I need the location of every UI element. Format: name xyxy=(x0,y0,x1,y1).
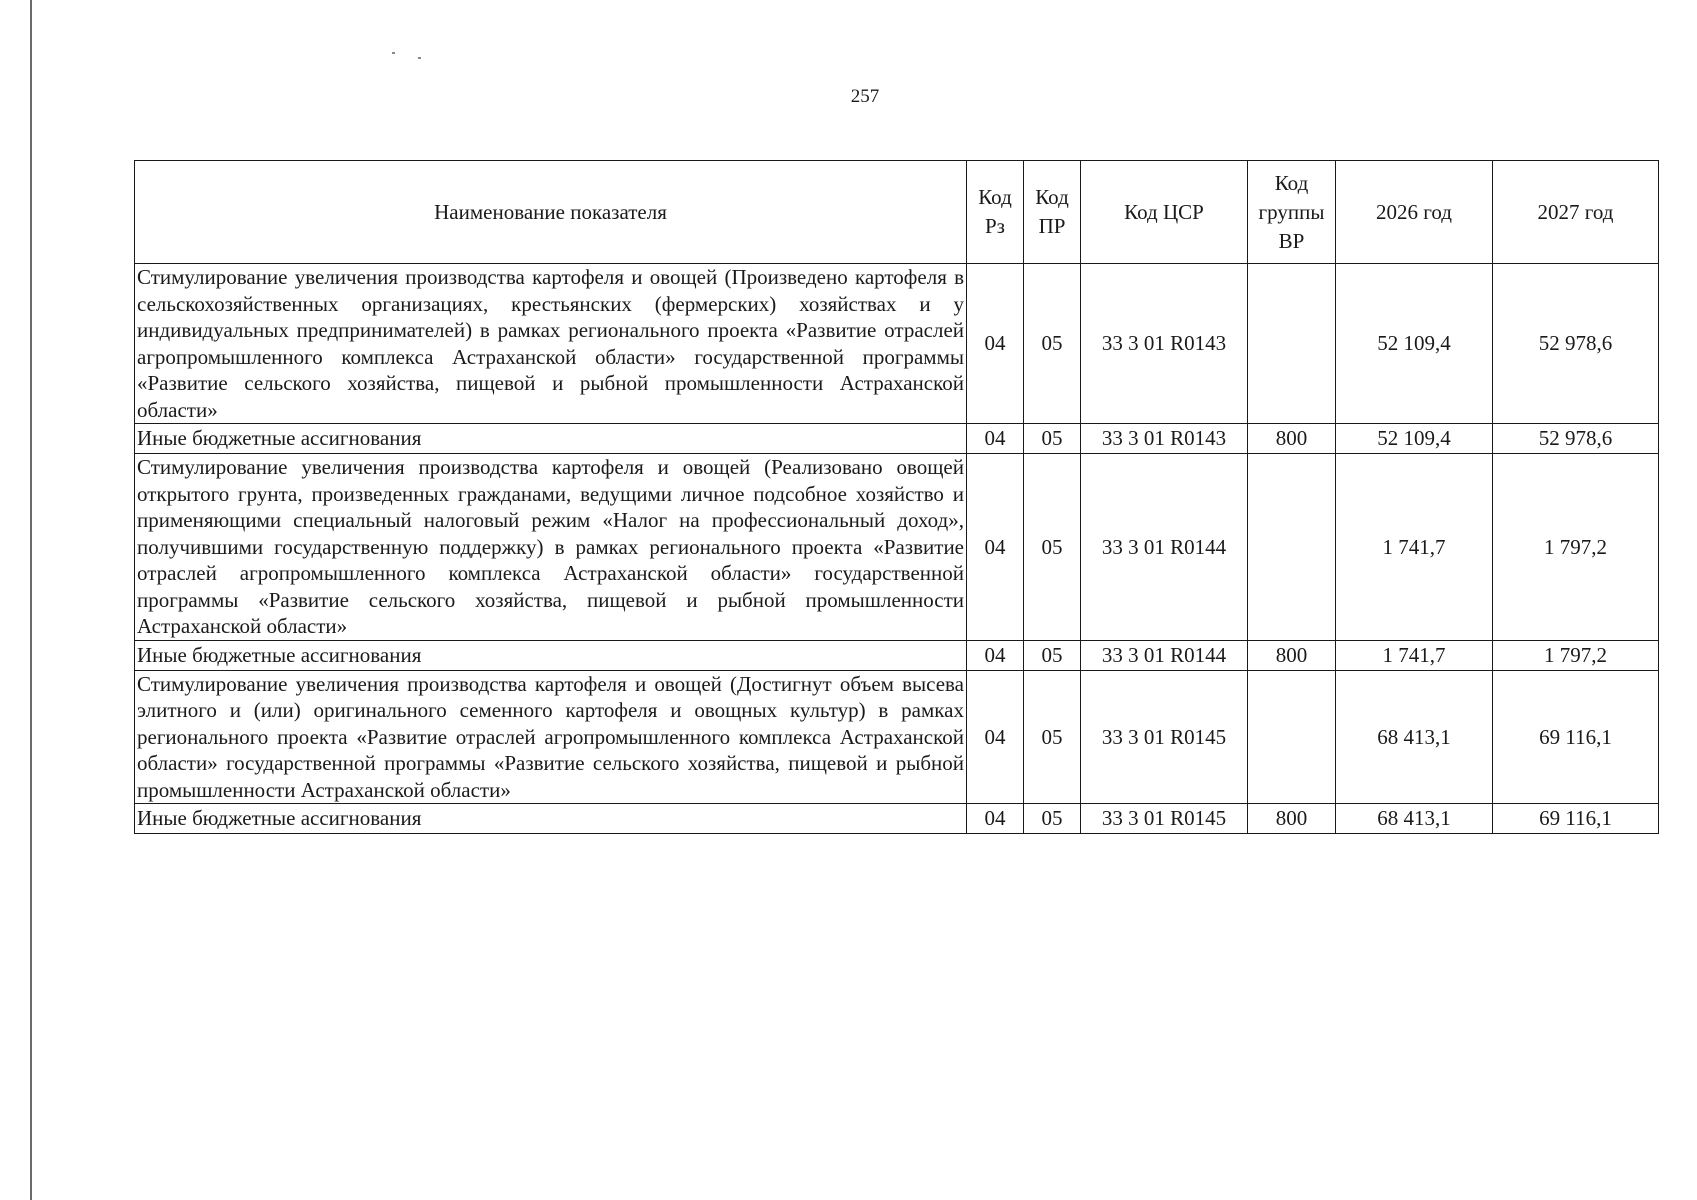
row-2027: 52 978,6 xyxy=(1493,264,1659,424)
row-pr: 05 xyxy=(1024,640,1081,670)
row-2027: 1 797,2 xyxy=(1493,454,1659,641)
scan-speck xyxy=(418,57,421,59)
row-rz: 04 xyxy=(967,804,1024,834)
row-2026: 1 741,7 xyxy=(1336,454,1493,641)
header-2026: 2026 год xyxy=(1336,161,1493,264)
row-name: Стимулирование увеличения производства картофеля и овощей (Достигнут объем высева элитного и (или) оригинального семенного картофеля и овощных культур) в рамках регионального проекта «Развитие отраслей агропромышленного комплекса Астраханской области» государственной программы «Развитие сельского хозяйства, пищевой и рыбной промышленности Астраханской области» xyxy=(135,670,967,804)
row-pr: 05 xyxy=(1024,424,1081,454)
row-vr: 800 xyxy=(1248,640,1336,670)
row-2027: 52 978,6 xyxy=(1493,424,1659,454)
row-vr xyxy=(1248,454,1336,641)
row-pr: 05 xyxy=(1024,264,1081,424)
row-pr: 05 xyxy=(1024,670,1081,804)
row-pr: 05 xyxy=(1024,454,1081,641)
header-2027: 2027 год xyxy=(1493,161,1659,264)
row-name: Иные бюджетные ассигнования xyxy=(135,804,967,834)
page-number: 257 xyxy=(850,86,880,107)
table-row xyxy=(135,804,1659,834)
row-pr: 05 xyxy=(1024,804,1081,834)
row-csr: 33 3 01 R0143 xyxy=(1081,424,1248,454)
row-csr: 33 3 01 R0145 xyxy=(1081,804,1248,834)
table-row xyxy=(135,670,1659,804)
row-name: Стимулирование увеличения производства картофеля и овощей (Реализовано овощей открытого грунта, произведенных гражданами, ведущими личное подсобное хозяйство и применяющими специальный налоговый режим «Налог на профессиональный доход», получившими государственную поддержку) в рамках регионального проекта «Развитие отраслей агропромышленного комплекса Астраханской области» государственной программы «Развитие сельского хозяйства, пищевой и рыбной промышленности Астраханской области» xyxy=(135,454,967,641)
row-2026: 52 109,4 xyxy=(1336,264,1493,424)
scan-speck xyxy=(392,52,395,54)
row-csr: 33 3 01 R0144 xyxy=(1081,640,1248,670)
table-row xyxy=(135,424,1659,454)
row-csr: 33 3 01 R0145 xyxy=(1081,670,1248,804)
row-csr: 33 3 01 R0143 xyxy=(1081,264,1248,424)
table-row xyxy=(135,454,1659,641)
row-2026: 1 741,7 xyxy=(1336,640,1493,670)
table-row xyxy=(135,640,1659,670)
row-2027: 69 116,1 xyxy=(1493,670,1659,804)
row-rz: 04 xyxy=(967,264,1024,424)
row-2026: 68 413,1 xyxy=(1336,670,1493,804)
binding-edge-line xyxy=(30,0,32,1200)
table-row xyxy=(135,264,1659,424)
row-vr xyxy=(1248,264,1336,424)
row-name: Иные бюджетные ассигнования xyxy=(135,424,967,454)
row-name: Стимулирование увеличения производства картофеля и овощей (Произведено картофеля в сельскохозяйственных организациях, крестьянских (фермерских) хозяйствах и у индивидуальных предпринимателей) в рамках регионального проекта «Развитие отраслей агропромышленного комплекса Астраханской области» государственной программы «Развитие сельского хозяйства, пищевой и рыбной промышленности Астраханской области» xyxy=(135,264,967,424)
row-rz: 04 xyxy=(967,454,1024,641)
budget-table xyxy=(134,160,1659,834)
header-csr: Код ЦСР xyxy=(1081,161,1248,264)
table-header-row xyxy=(135,161,1659,264)
header-pr: Код ПР xyxy=(1024,161,1081,264)
header-rz: Код Рз xyxy=(967,161,1024,264)
row-2026: 52 109,4 xyxy=(1336,424,1493,454)
row-rz: 04 xyxy=(967,640,1024,670)
row-rz: 04 xyxy=(967,670,1024,804)
row-rz: 04 xyxy=(967,424,1024,454)
row-name: Иные бюджетные ассигнования xyxy=(135,640,967,670)
row-vr: 800 xyxy=(1248,424,1336,454)
row-2027: 69 116,1 xyxy=(1493,804,1659,834)
row-csr: 33 3 01 R0144 xyxy=(1081,454,1248,641)
header-vr: Код группы ВР xyxy=(1248,161,1336,264)
row-2027: 1 797,2 xyxy=(1493,640,1659,670)
row-2026: 68 413,1 xyxy=(1336,804,1493,834)
row-vr: 800 xyxy=(1248,804,1336,834)
header-name: Наименование показателя xyxy=(135,161,967,264)
row-vr xyxy=(1248,670,1336,804)
